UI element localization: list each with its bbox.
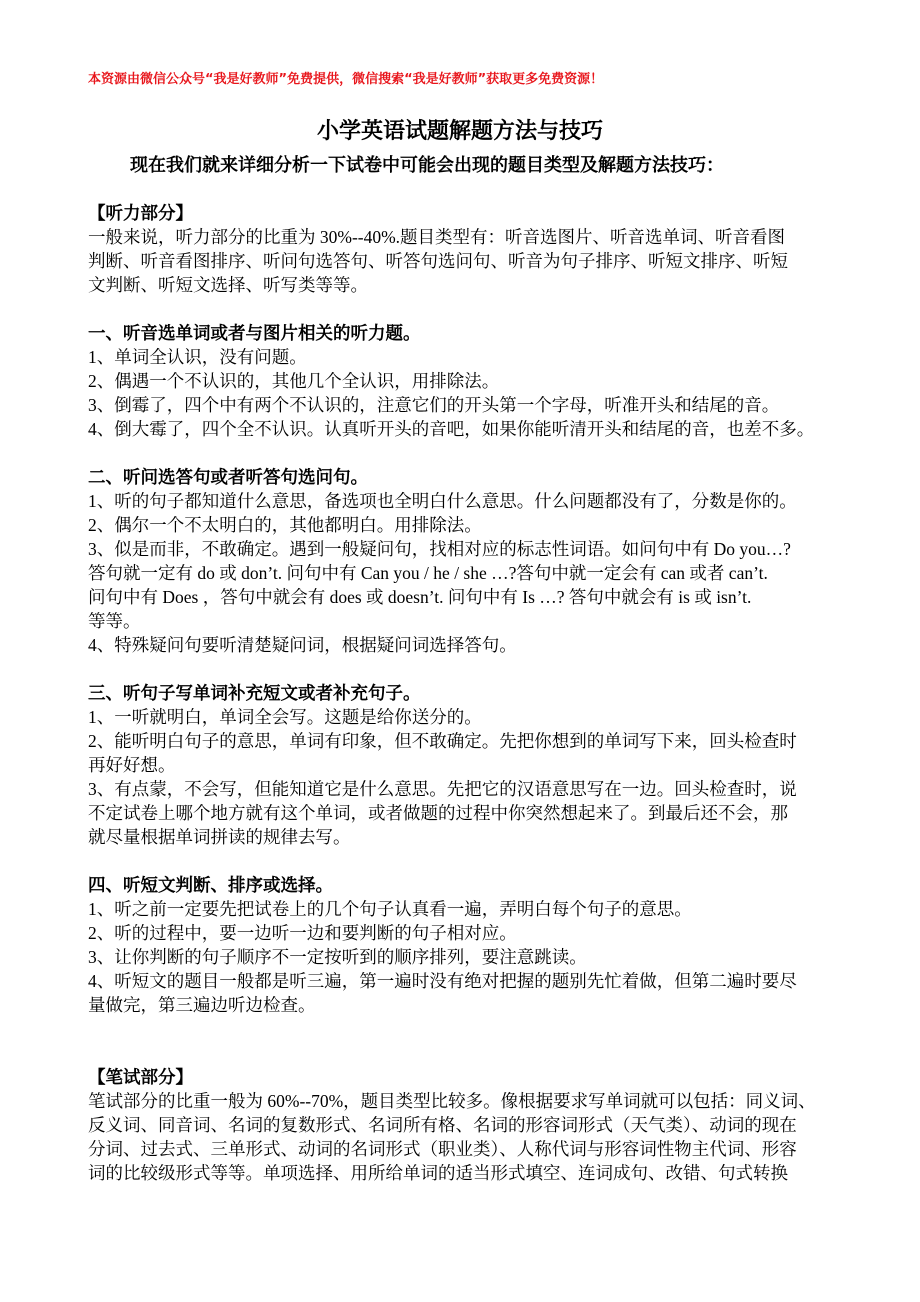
document-subtitle: 现在我们就来详细分析一下试卷中可能会出现的题目类型及解题方法技巧： (130, 155, 724, 175)
text-line: 就尽量根据单词拼读的规律去写。 (88, 827, 351, 847)
text-line: 3、让你判断的句子顺序不一定按听到的顺序排列，要注意跳读。 (88, 947, 587, 967)
text-line: 2、能听明白句子的意思，单词有印象，但不敢确定。先把你想到的单词写下来，回头检查时 (88, 731, 797, 751)
text-line: 判断、听音看图排序、听问句选答句、听答句选问句、听音为句子排序、听短文排序、听短 (88, 251, 788, 271)
text-line: 4、特殊疑问句要听清楚疑问词，根据疑问词选择答句。 (88, 635, 517, 655)
text-line: 等等。 (88, 611, 141, 631)
text-line: 1、听的句子都知道什么意思，备选项也全明白什么意思。什么问题都没有了，分数是你的。 (88, 491, 797, 511)
text-line: 2、听的过程中，要一边听一边和要判断的句子相对应。 (88, 923, 517, 943)
text-line: 不定试卷上哪个地方就有这个单词，或者做题的过程中你突然想起来了。到最后还不会，那 (88, 803, 788, 823)
text-line: 2、偶遇一个不认识的，其他几个全认识，用排除法。 (88, 371, 500, 391)
blank-line (88, 297, 848, 321)
text-line: 反义词、同音词、名词的复数形式、名词所有格、名词的形容词形式（天气类）、动词的现在 (88, 1115, 797, 1135)
text-line: 一般来说，听力部分的比重为 30%--40%.题目类型有：听音选图片、听音选单词、听音看图 (88, 227, 786, 247)
section-heading: 【笔试部分】 (88, 1067, 193, 1087)
section-heading: 【听力部分】 (88, 203, 193, 223)
text-line: 词的比较级形式等等。单项选择、用所给单词的适当形式填空、连词成句、改错、句式转换 (88, 1163, 788, 1183)
text-line: 3、似是而非，不敢确定。遇到一般疑问句，找相对应的标志性词语。如问句中有 Do you…? (88, 539, 791, 559)
blank-line (88, 657, 848, 681)
text-line: 分词、过去式、三单形式、动词的名词形式（职业类）、人称代词与形容词性物主代词、形容 (88, 1139, 797, 1159)
blank-line (88, 849, 848, 873)
text-line: 4、倒大霉了，四个全不认识。认真听开头的音吧，如果你能听清开头和结尾的音，也差不多。 (88, 419, 815, 439)
text-line: 笔试部分的比重一般为 60%--70%，题目类型比较多。像根据要求写单词就可以包括：同义词、 (88, 1091, 816, 1111)
text-line: 1、一听就明白，单词全会写。这题是给你送分的。 (88, 707, 482, 727)
text-line: 答句就一定有 do 或 don’t. 问句中有 Can you / he / she …?答句中就一定会有 can 或者 can’t. (88, 563, 768, 583)
blank-line (88, 441, 848, 465)
blank-line (88, 1041, 848, 1065)
text-line: 2、偶尔一个不太明白的，其他都明白。用排除法。 (88, 515, 482, 535)
blank-line (88, 1017, 848, 1041)
section-heading: 四、听短文判断、排序或选择。 (88, 875, 333, 895)
document-body (88, 201, 848, 1185)
text-line: 量做完，第三遍边听边检查。 (88, 995, 316, 1015)
text-line: 3、有点蒙，不会写，但能知道它是什么意思。先把它的汉语意思写在一边。回头检查时，说 (88, 779, 797, 799)
section-heading: 一、听音选单词或者与图片相关的听力题。 (88, 323, 421, 343)
text-line: 3、倒霉了，四个中有两个不认识的，注意它们的开头第一个字母，听准开头和结尾的音。 (88, 395, 780, 415)
document-title: 小学英语试题解题方法与技巧 (316, 118, 603, 143)
text-line: 4、听短文的题目一般都是听三遍，第一遍时没有绝对把握的题别先忙着做，但第二遍时要尽 (88, 971, 797, 991)
text-line: 1、听之前一定要先把试卷上的几个句子认真看一遍，弄明白每个句子的意思。 (88, 899, 692, 919)
text-line: 问句中有 Does ，答句中就会有 does 或 doesn’t. 问句中有 Is …? 答句中就会有 is 或 isn’t. (88, 587, 752, 607)
text-line: 文判断、听短文选择、听写类等等。 (88, 275, 368, 295)
text-line: 再好好想。 (88, 755, 176, 775)
section-heading: 三、听句子写单词补充短文或者补充句子。 (88, 683, 421, 703)
promo-notice: 本资源由微信公众号“我是好教师”免费提供，微信搜索“我是好教师”获取更多免费资源！ (88, 72, 604, 87)
text-line: 1、单词全认识，没有问题。 (88, 347, 307, 367)
section-heading: 二、听问选答句或者听答句选问句。 (88, 467, 368, 487)
